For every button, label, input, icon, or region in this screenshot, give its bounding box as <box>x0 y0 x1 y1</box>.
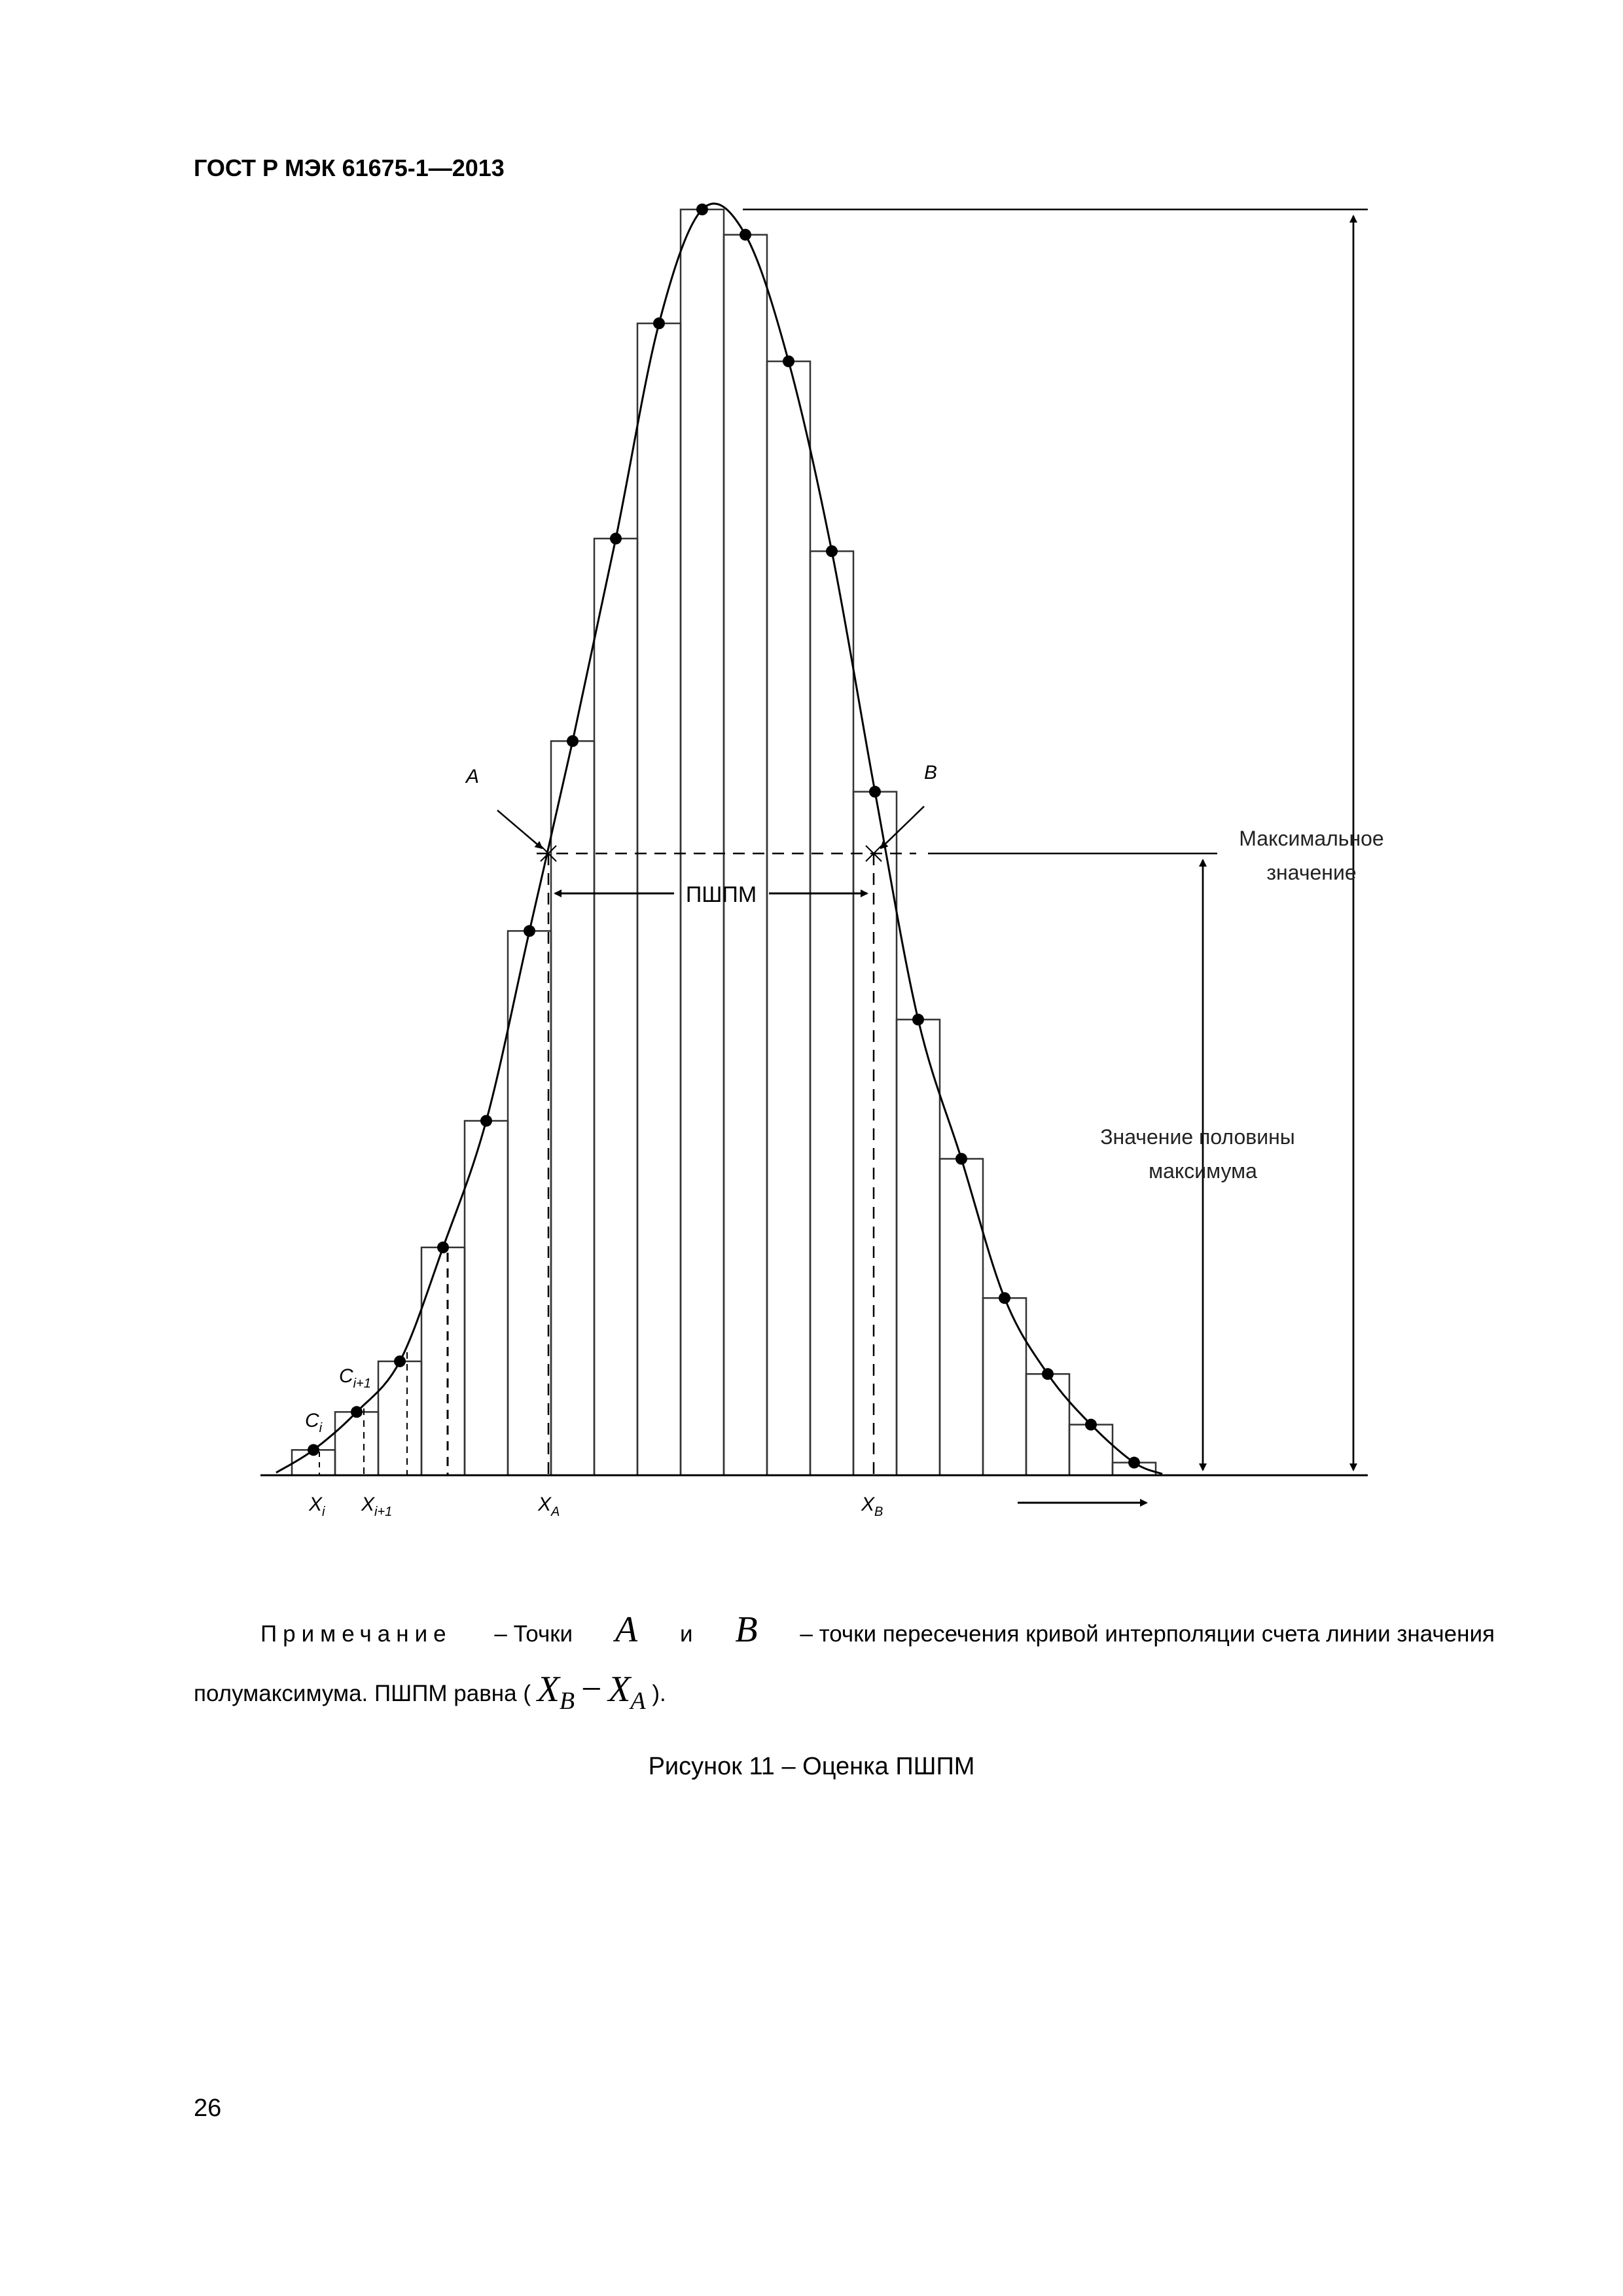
note-line2 <box>194 1662 1495 1729</box>
note-var-b: B <box>735 1609 758 1650</box>
histogram-bar <box>681 209 724 1475</box>
note-text3: ). <box>652 1681 666 1706</box>
histogram-bar <box>1026 1374 1069 1475</box>
maximum-label-line2: значение <box>1266 861 1357 884</box>
histogram-bars <box>292 209 1156 1475</box>
curve-point <box>955 1153 967 1165</box>
page-number: 26 <box>194 2094 222 2122</box>
curve-point <box>610 533 622 545</box>
maximum-label-line1: Максимальное <box>1239 827 1384 850</box>
point-b-label: B <box>924 762 938 783</box>
note-text2: полумаксимума. ПШПМ равна ( <box>194 1681 531 1706</box>
histogram-bar <box>551 741 594 1475</box>
curve-point <box>696 204 708 215</box>
curve-point <box>308 1444 319 1456</box>
curve-point <box>437 1242 449 1253</box>
histogram-bar <box>378 1361 421 1475</box>
xb-label: $X_B$ <box>861 1494 883 1519</box>
ci1-label: $C_{i+1}$ <box>339 1365 371 1391</box>
note-dash-text: – Точки <box>494 1621 573 1647</box>
interpolation-curve <box>276 204 1162 1474</box>
histogram-bar <box>767 361 810 1475</box>
document-header: ГОСТ Р МЭК 61675-1—2013 <box>194 154 505 181</box>
curve-point <box>1128 1457 1140 1469</box>
curve-point <box>480 1115 492 1126</box>
half-maximum-label-line1: Значение половины <box>1100 1125 1295 1149</box>
note-xa: $X_A$ <box>608 1669 646 1715</box>
curve-point <box>524 925 535 937</box>
histogram-bar <box>983 1298 1026 1475</box>
histogram-bar <box>897 1020 940 1475</box>
histogram-bar <box>810 551 853 1475</box>
curve-point <box>351 1406 363 1418</box>
xi-label: $X_i$ <box>309 1494 325 1519</box>
curve-point <box>869 786 881 798</box>
ci-label: $C_i$ <box>305 1410 323 1435</box>
xa-label: $X_A$ <box>538 1494 560 1519</box>
point-b-pointer <box>881 806 924 848</box>
half-maximum-label-line2: максимума <box>1149 1159 1257 1183</box>
curve-point <box>394 1355 406 1367</box>
histogram-bar <box>940 1159 983 1476</box>
curve-point <box>1042 1368 1054 1380</box>
curve-point <box>783 355 794 367</box>
fwhm-label: ПШПМ <box>685 882 757 907</box>
note-xb: $X_B$ <box>537 1669 575 1715</box>
curve-point <box>912 1014 924 1026</box>
note-label: Примечание <box>260 1621 452 1647</box>
curve-point <box>740 229 751 241</box>
histogram-bar <box>724 235 767 1475</box>
curve-point <box>826 545 838 557</box>
note-conj: и <box>679 1621 693 1647</box>
curve-point <box>567 735 579 747</box>
histogram-bar <box>335 1412 378 1475</box>
point-a-label: A <box>466 766 480 787</box>
figure-note <box>194 1602 1495 1729</box>
histogram-bar <box>508 931 551 1475</box>
curve-point <box>999 1292 1010 1304</box>
histogram-bar <box>637 323 681 1475</box>
figure-caption: Рисунок 11 – Оценка ПШПМ <box>648 1753 975 1780</box>
xi1-label: $X_{i+1}$ <box>361 1494 393 1519</box>
curve-point <box>1085 1419 1097 1431</box>
note-var-a: A <box>615 1609 638 1650</box>
histogram-bar <box>594 539 637 1475</box>
note-text1: – точки пересечения кривой интерполяции счета линии значения <box>800 1621 1495 1647</box>
note-minus: − <box>580 1669 602 1710</box>
curve-point <box>653 317 665 329</box>
histogram-bar <box>421 1247 465 1475</box>
point-a-pointer <box>497 810 542 848</box>
histogram-bar <box>465 1121 508 1475</box>
histogram-bar <box>1069 1425 1113 1475</box>
